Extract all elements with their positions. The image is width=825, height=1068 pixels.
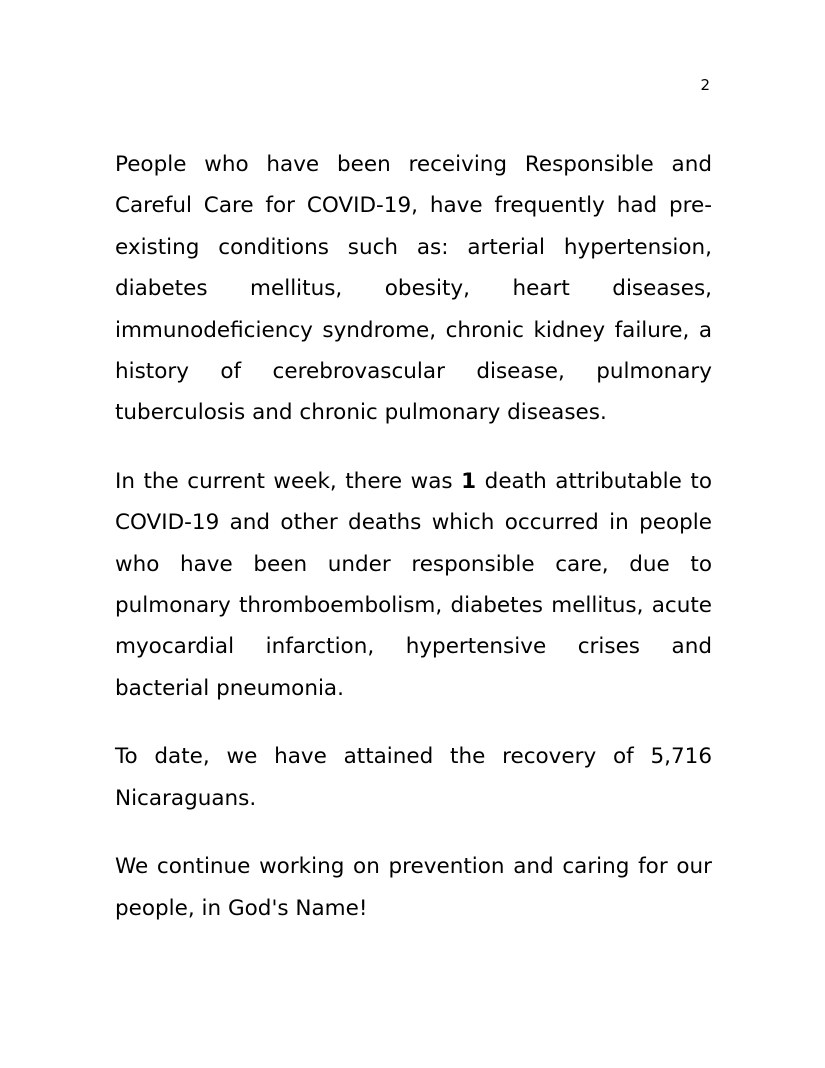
paragraph-weekly-deaths bbox=[115, 461, 712, 709]
paragraph-closing: We continue working on prevention and caring for our people, in God's Name! bbox=[115, 854, 712, 921]
paragraph-weekly-deaths-intro: In the current week, there was bbox=[115, 468, 462, 494]
paragraph-recoveries: To date, we have attained the recovery of 5,716 Nicaraguans. bbox=[115, 744, 712, 811]
paragraph-weekly-deaths-rest: death attributable to COVID-19 and other deaths which occurred in people who have been under responsible care, due to pulmonary thromboembolism, diabetes mellitus, acute myocardial infarction, hypertensive crises and bacterial pneumonia. bbox=[115, 468, 712, 701]
document-body bbox=[115, 144, 712, 929]
page-number: 2 bbox=[700, 76, 710, 94]
paragraph-preexisting-conditions: People who have been receiving Responsible and Careful Care for COVID-19, have frequently had pre-existing conditions such as: arterial hypertension, diabetes mellitus, obesity, heart diseases, immunodeficiency syndrome, chronic kidney failure, a history of cerebrovascular disease, pulmonary tuberculosis and chronic pulmonary diseases. bbox=[115, 152, 712, 426]
death-count: 1 bbox=[461, 468, 477, 494]
